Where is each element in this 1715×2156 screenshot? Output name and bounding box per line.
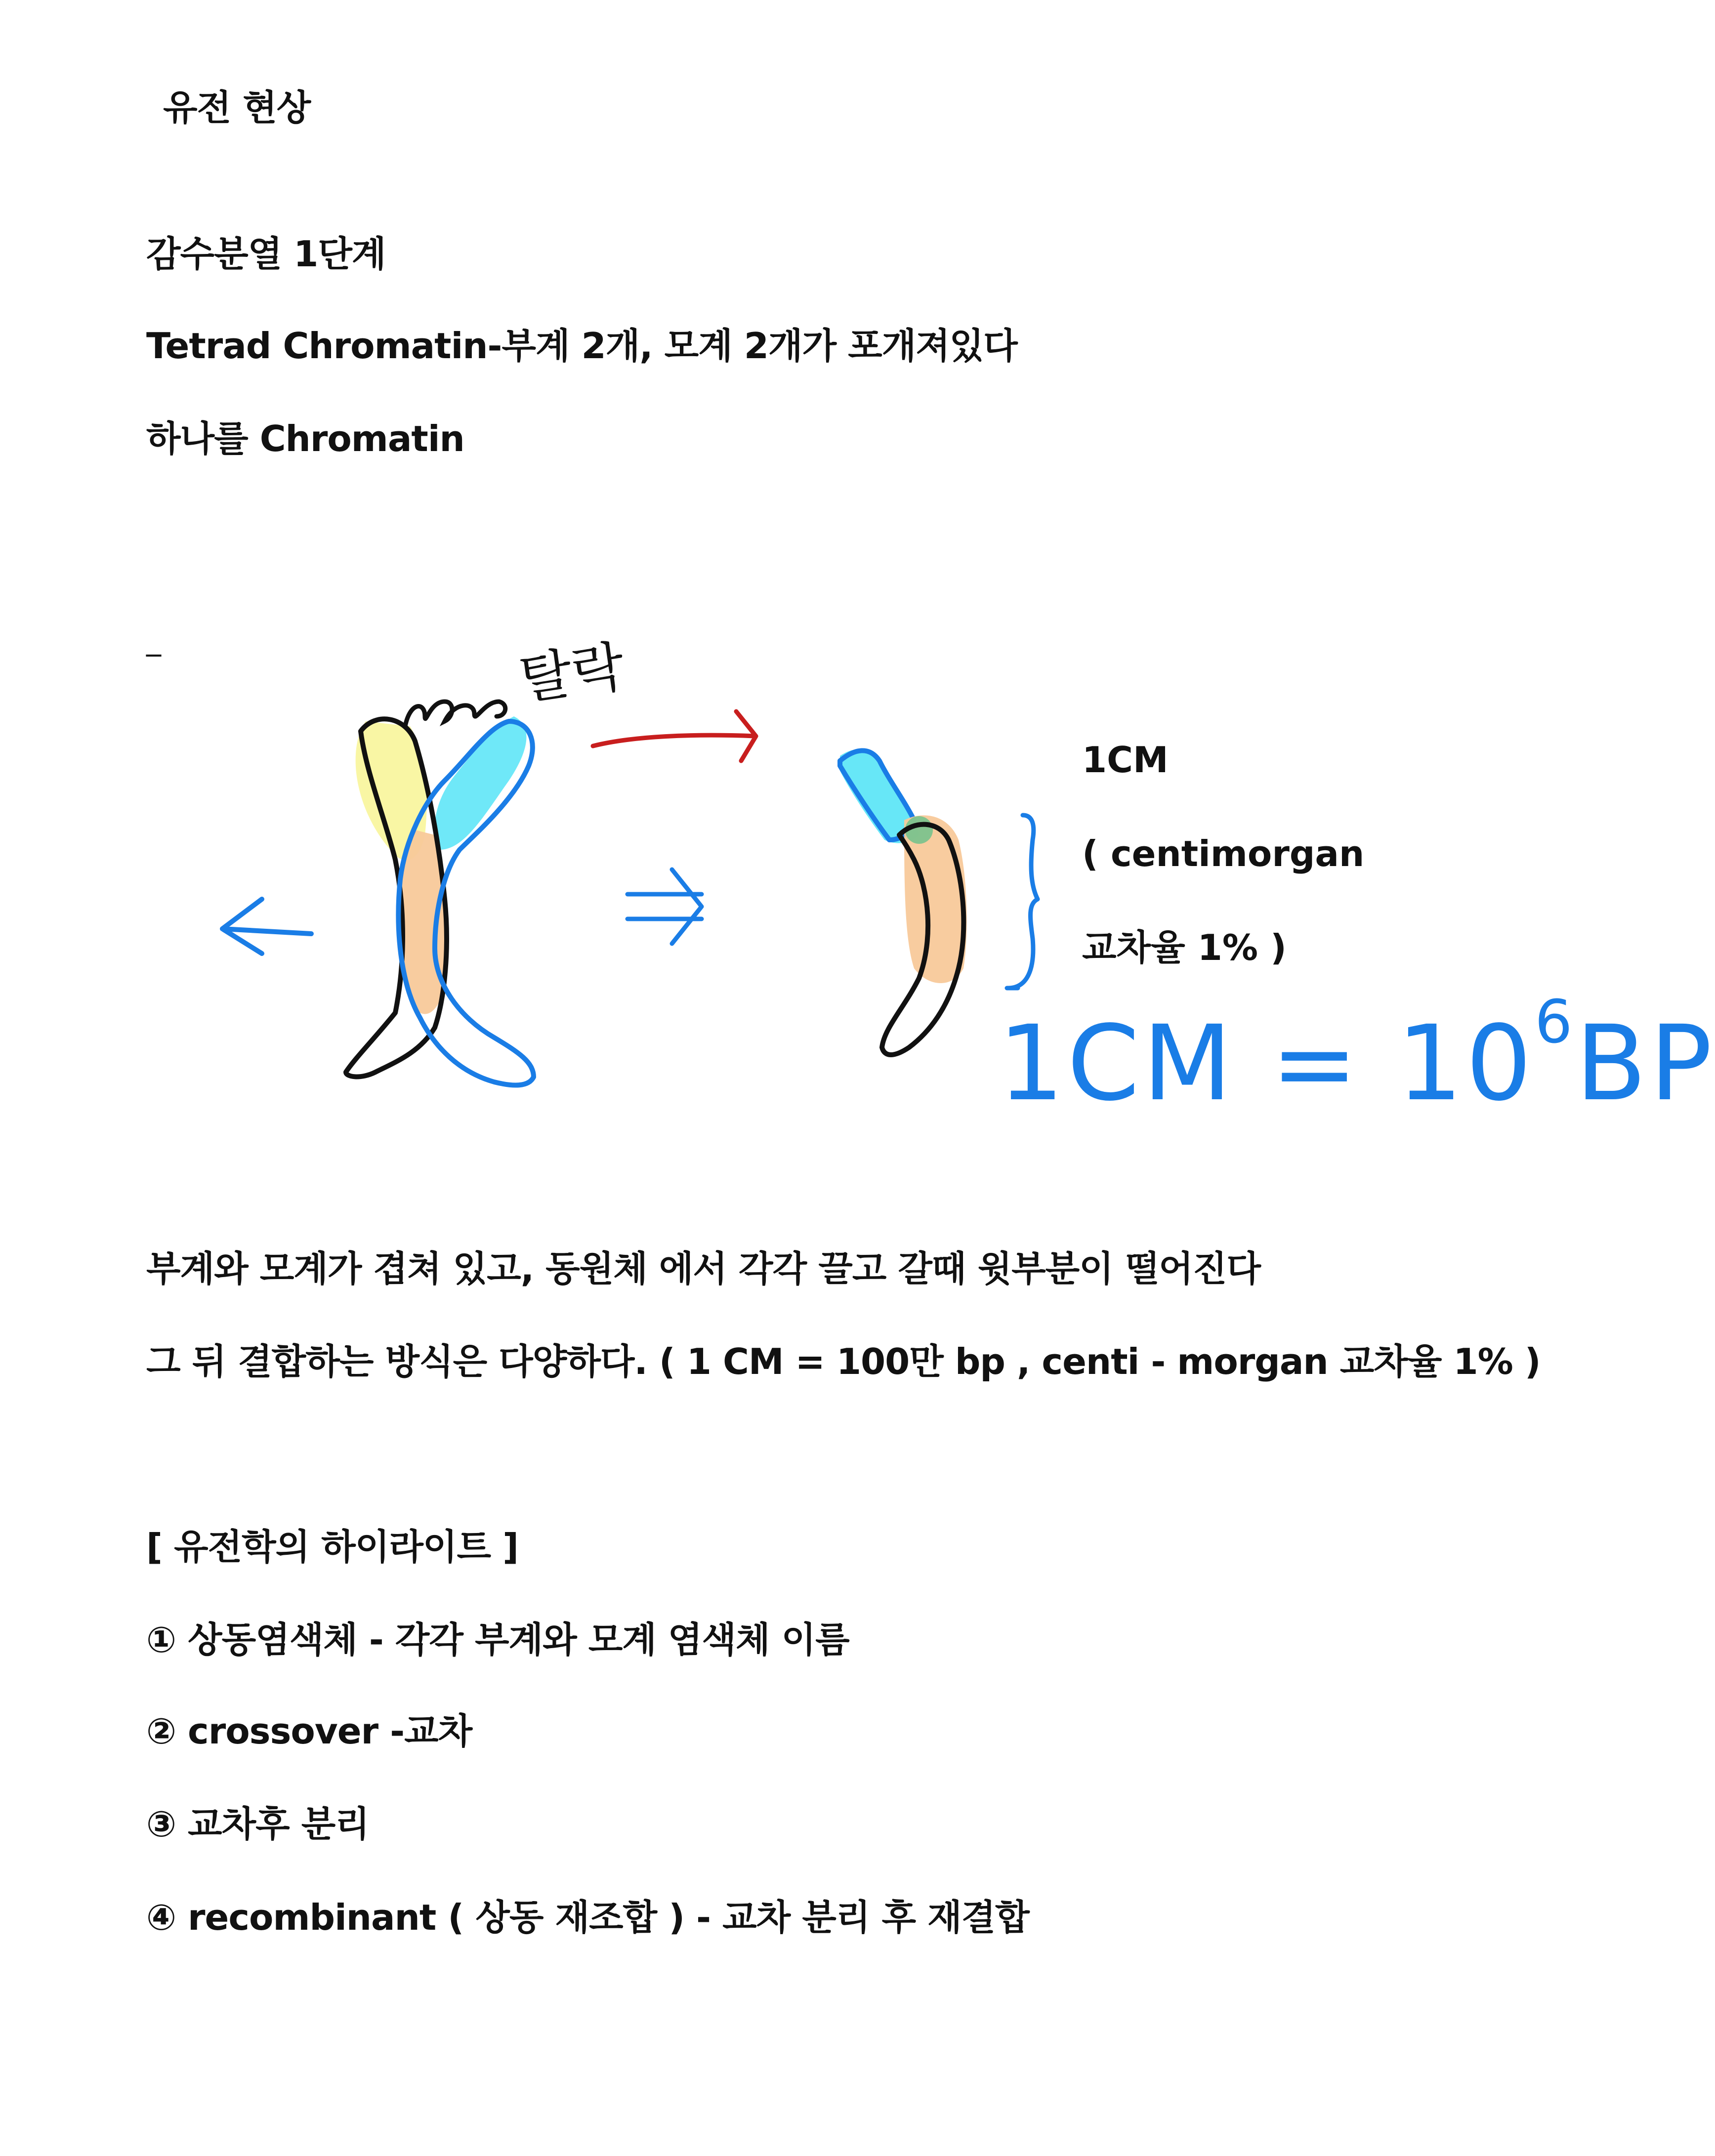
bracket-icon — [1007, 815, 1038, 988]
equation-unit: BP — [1575, 1003, 1715, 1124]
section-heading-highlight: [ 유전학의 하이라이트 ] — [146, 1526, 518, 1568]
text-line-overlap: 부계와 모계가 겹쳐 있고, 동원체 에서 각각 끌고 갈때 윗부분이 떨어진다 — [146, 1248, 1261, 1289]
equation-base: 1CM = 10 — [998, 1003, 1535, 1124]
right-double-arrow-icon — [627, 870, 702, 944]
equation-exponent: 6 — [1535, 988, 1576, 1057]
side-note-crossover-rate: 교차율 1% ) — [1082, 927, 1287, 968]
list-item-separation: ③ 교차후 분리 — [146, 1803, 369, 1845]
side-note-1cm: 1CM — [1082, 739, 1169, 781]
list-item-crossover: ② crossover -교차 — [146, 1710, 472, 1752]
list-item-homologous: ① 상동염색체 - 각각 부계와 모계 염색체 이름 — [146, 1619, 849, 1660]
text-line-meiosis: 감수분열 1단계 — [146, 233, 386, 275]
handwritten-label-detached: 탈락 — [515, 634, 628, 712]
detached-loop-squiggle — [405, 702, 505, 726]
text-line-chromatin: 하나를 Chromatin — [146, 418, 464, 459]
left-arrow-icon — [222, 899, 311, 954]
side-note-centimorgan: ( centimorgan — [1082, 833, 1365, 874]
text-line-combination: 그 뒤 결합하는 방식은 다양하다. ( 1 CM = 100만 bp , centi - morgan 교차율 1% ) — [146, 1341, 1541, 1382]
list-item-recombinant: ④ recombinant ( 상동 재조합 ) - 교차 분리 후 재결합 — [146, 1897, 1029, 1938]
page-title: 유전 현상 — [163, 87, 311, 128]
dash-mark: _ — [146, 622, 161, 657]
handwritten-equation — [998, 988, 1715, 1124]
red-arrow-icon — [593, 711, 756, 761]
text-line-tetrad: Tetrad Chromatin-부계 2개, 모계 2개가 포개져있다 — [146, 325, 1017, 367]
